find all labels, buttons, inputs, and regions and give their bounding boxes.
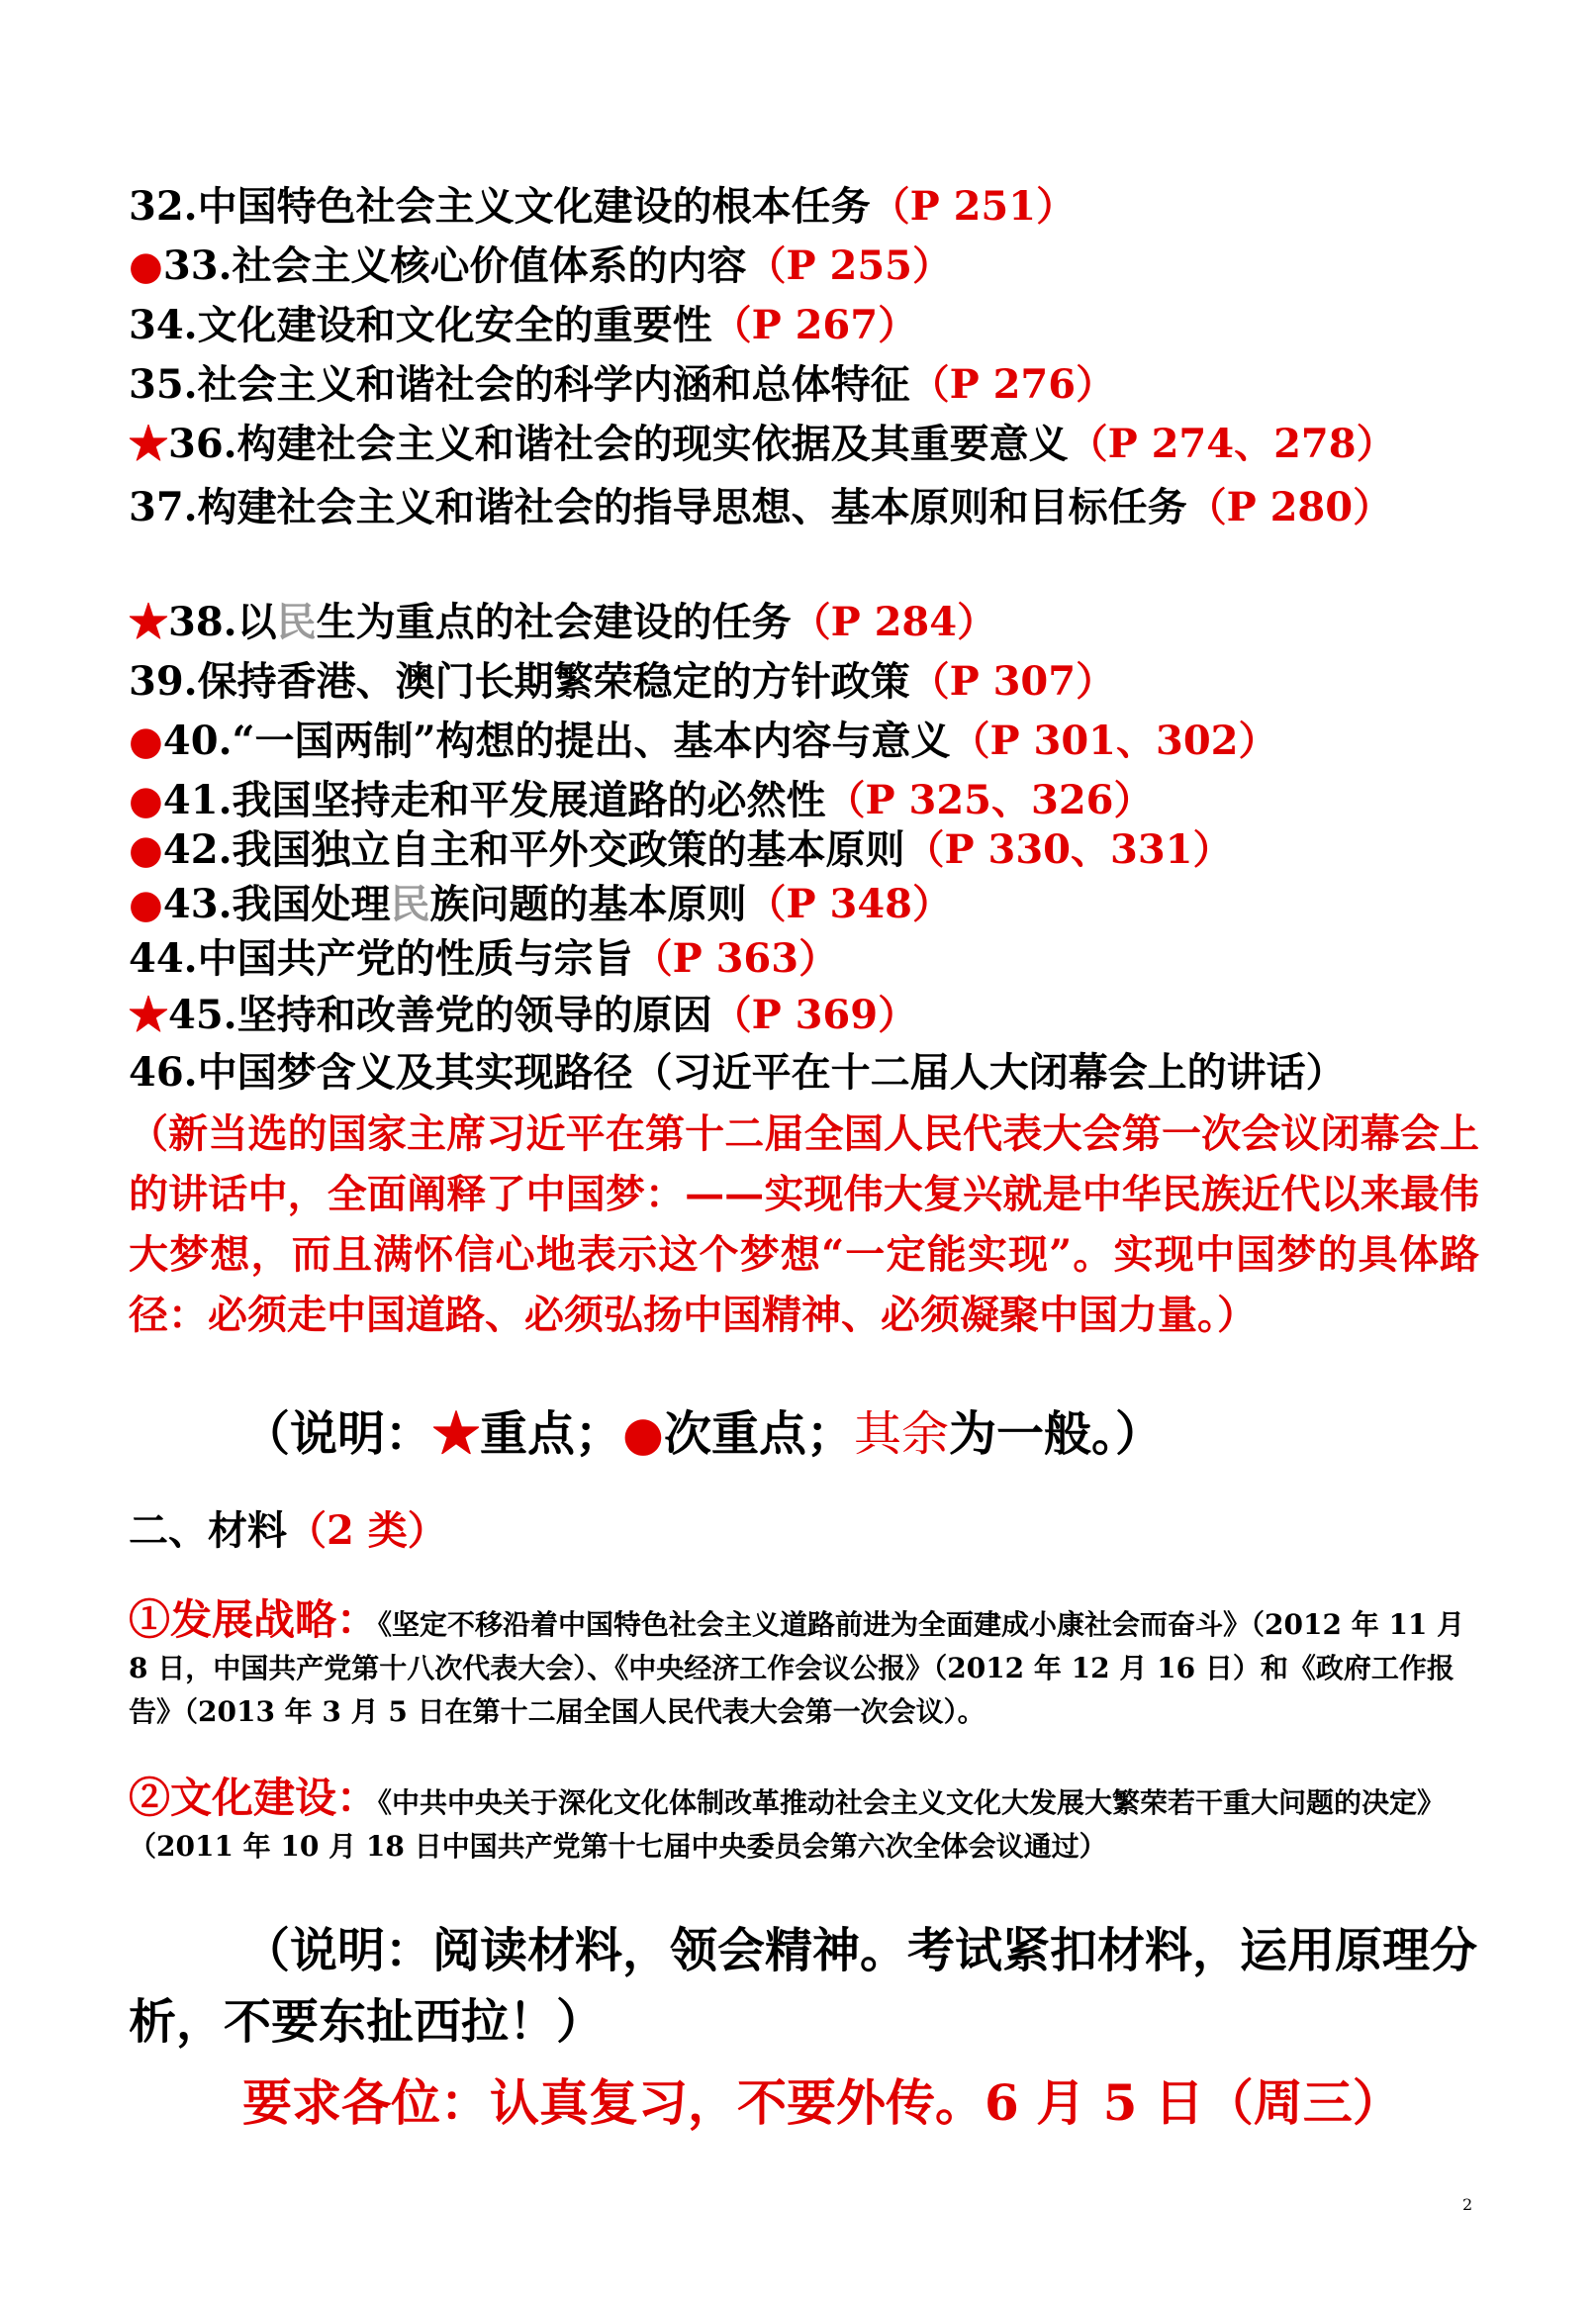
item-text: 33.社会主义核心价值体系的内容 [162,242,747,289]
final-instruction: 要求各位：认真复习，不要外传。6 月 5 日（周三） [242,2073,1402,2132]
list-item [129,419,1494,470]
page-reference: （P 363） [632,935,839,982]
item-text: 46.中国梦含义及其实现路径（习近平在十二届人大闭幕会上的讲话） [129,1049,1346,1096]
material-body: 《中共中央关于深化文化体制改革推动社会主义文化大发展大繁荣若干重大问题的决定》（2011 年 10 月 18 日中国共产党第十七届中央委员会第六次全体会议通过） [129,1786,1446,1863]
list-item [129,478,1479,537]
item-text: 37.构建社会主义和谐社会的指导思想、基本原则和目标任务 [129,484,1187,530]
list-item [129,181,1494,233]
list-item [129,824,1494,876]
dot-marker: ● [129,242,163,289]
section-title: 二、材料 [129,1507,287,1554]
star-marker: ★ [129,599,168,645]
page-reference: （P 307） [909,658,1116,705]
page-reference: （P 325、326） [825,777,1154,823]
material-item [129,1595,1484,1734]
legend-note [242,1395,1163,1464]
item-text: 生为重点的社会建设的任务 [316,599,792,645]
page-reference: （P 274、278） [1068,421,1396,467]
legend-dot-label: 次重点； [663,1406,854,1462]
section-heading [129,1499,447,1556]
item-text-prefix: 43.我国处理 [162,881,391,927]
list-item [129,933,1494,985]
legend-star-label: 重点； [480,1406,623,1462]
legend-rest: 其余 [853,1406,949,1462]
star-marker: ★ [129,992,168,1038]
item-text: 45.坚持和改善党的领导的原因 [168,992,712,1038]
material-item [129,1776,1484,1869]
page-reference: （P 251） [870,183,1077,230]
page-reference: （P 255） [746,242,952,289]
item-text: 44.中国共产党的性质与宗旨 [129,935,633,982]
page-number: 2 [1462,2195,1473,2214]
dot-icon: ● [622,1406,664,1462]
material-body: 《坚定不移沿着中国特色社会主义道路前进为全面建成小康社会而奋斗》（2012 年 11 月 8 日，中国共产党第十八次代表大会）、《中央经济工作会议公报》（2012 年 12 月 16 日）和《政府工作报告》（2013 年 3 月 5 日在第十二届全国人民代表大会第一次会议）。 [129,1608,1465,1728]
dot-marker: ● [129,777,163,823]
item-text-gray: 民 [390,881,430,927]
list-item [129,879,1494,930]
item-text: 36.构建社会主义和谐社会的现实依据及其重要意义 [168,421,1069,467]
page-reference: （P 330、331） [904,826,1233,873]
page-reference: （P 284） [791,599,997,645]
page-reference: （P 276） [909,361,1116,408]
page-reference: （P 280） [1186,484,1393,530]
dot-marker: ● [129,881,163,927]
list-item [129,656,1494,708]
item-text-prefix: 38.以 [168,599,277,645]
dot-marker: ● [129,826,163,873]
legend-open: （说明： [242,1406,433,1462]
list-item [129,990,1494,1041]
list-item [129,597,1494,648]
list-item [129,716,1494,767]
star-icon: ★ [432,1406,481,1462]
legend-rest-label: 为一般。） [948,1406,1163,1462]
material-heading: ①发展战略： [129,1595,379,1644]
page-reference: （P 301、302） [950,718,1278,764]
item-46-detail: （新当选的国家主席习近平在第十二届全国人民代表大会第一次会议闭幕会上的讲话中，全面阐释了中国梦：——实现伟大复兴就是中华民族近代以来最伟大梦想，而且满怀信心地表示这个梦想“一定能实现”。实现中国梦的具体路径：必须走中国道路、必须弘扬中国精神、必须凝聚中国力量。） [129,1110,1479,1338]
list-item [129,240,1494,292]
item-text: 族问题的基本原则 [429,881,747,927]
item-text: 41.我国坚持走和平发展道路的必然性 [162,777,826,823]
star-marker: ★ [129,421,168,467]
dot-marker: ● [129,718,163,764]
list-item [129,300,1494,351]
page-reference: （P 267） [711,302,918,348]
list-item [129,359,1494,411]
item-text: 39.保持香港、澳门长期繁荣稳定的方针政策 [129,658,910,705]
item-text: 42.我国独立自主和平外交政策的基本原则 [162,826,905,873]
item-text: 40.“一国两制”构想的提出、基本内容与意义 [162,718,951,764]
material-heading: ②文化建设： [129,1774,379,1822]
list-item [129,775,1494,826]
item-text-gray: 民 [276,599,317,645]
section-count: （2 类） [287,1507,447,1554]
reading-note: （说明：阅读材料，领会精神。考试紧扣材料，运用原理分析，不要东扯西拉！） [129,1923,1478,2050]
item-text: 35.社会主义和谐社会的科学内涵和总体特征 [129,361,910,408]
list-item [129,1047,1494,1099]
item-text: 34.文化建设和文化安全的重要性 [129,302,712,348]
page-reference: （P 369） [711,992,918,1038]
page-reference: （P 348） [746,881,952,927]
item-text: 32.中国特色社会主义文化建设的根本任务 [129,183,871,230]
